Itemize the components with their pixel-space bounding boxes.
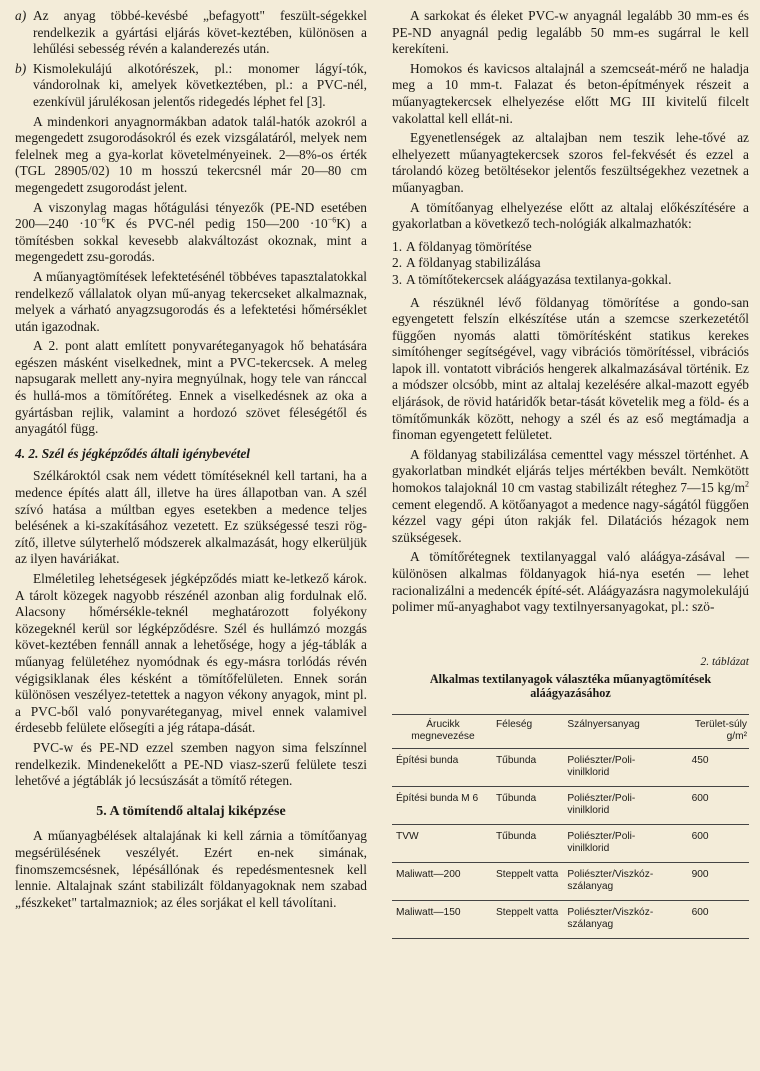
header-fiber: Szálnyersanyag (563, 715, 677, 749)
header-type: Féleség (492, 715, 563, 749)
table-number: 2. táblázat (700, 655, 749, 668)
list-text: Kismolekulájú alkotórészek, pl.: monomer lágyí-tók, vándorolnak ki, amelyek következtében, pl.: a PVC-nél, ezenkívül járulékosan jelentős ridegedés léphet fel [3]. (33, 60, 367, 109)
subsection-heading: 4. 2. Szél és jégképződés általi igénybevétel (15, 445, 251, 461)
table-title: Alkalmas textilanyagok választéka műanyagtömítések aláágyazásához (429, 672, 712, 701)
paragraph: Szélkároktól csak nem védett tömítéseknél kell tartani, ha a medence építés alatt áll, illetve ha üres állapotban van. A szél szívó hatása a múltban egyes esetekben a medence teljes belésének a ki-szakításához vezetett. Ez szükségessé teszi rög-zítő, illetve súlyterhelő módszerek alkalmazását, hogy elkerüljük az ilyen haváriákat. (15, 468, 367, 567)
list-label: a) (15, 8, 27, 23)
paragraph: A tömítőrétegnek textilanyaggal való aláágya-zásával — különösen alkalmas földanyagok hiá-nya esetén — lehet racionalizálni a medencék építé-sét. Aláágyazásra nagymolekulájú polimer mű-anyaghabot vagy textilnyersanyagokat, pl.: szö- (392, 549, 749, 615)
right-column (392, 8, 749, 939)
paragraph: A mindenkori anyagnormákban adatok talál-hatók azokról a megengedett zsugorodásokról és ezek vizsgálatáról, melyek nem felelnek meg a gya-korlat követelményeinek. 2—8%-os érték (TGL 28905/02) 10 m hosszú tekercsnél már 20—80 cm megengedett zsugorodást jelent. (15, 113, 367, 195)
paragraph-stabilization: A földanyag stabilizálása cementtel vagy mésszel történhet. A gyakorlatban mindkét eljárás teljes mértékben bevált. Nemkötött homokos talajoknál 10 cm vastag stabilizált réteghez 7—15 $kg/m^2$ cement elegendő. A kötőanyagot a medence nagy-ságától függően kézzel vagy gépi úton rakják fel. Dilatációs hézagok nem szükségesek. (392, 446, 749, 545)
paragraph: Egyenetlenségek az altalajban nem teszik lehe-tővé az elhelyezett műanyagtekercsek szoros fel-fekvését és ezzel a tárolandó közeg betöltésekor jelentős feszültségekhez vezetnek a műanyagban. (392, 130, 749, 195)
table-row: TVW Tűbunda Poliészter/Poli-vinilklorid 600 (392, 825, 749, 863)
paragraph: A tömítőanyag elhelyezése előtt az altalaj előkészítésére a gyakorlatban a következő tech-nológiák alkalmazhatók: (392, 199, 749, 232)
section-heading: 5. A tömítendő altalaj kiképzése (96, 803, 286, 819)
table-header-row (392, 715, 749, 749)
paragraph: A műanyagtömítések lefektetésénél többéves tapasztalatokkal rendelkező vállalatok olyan mű-anyag tekercseket alkalmaznak, melyek a várható anyagzsugorodás és a lefektetési hőmérséklet után igazodnak. (15, 268, 367, 334)
left-column (15, 8, 367, 914)
paragraph: A részüknél lévő földanyag tömörítése a gondo-san egyengetett felszín elkészítése után a szemcse szerkezetétől függően nyomás alatti tömörítésként statikus kerekes simítóhenger segítségével, vagy vibrációs tömörítéssel, vibrációs lapok ill. vontatott vibrációs hengerek alkalmazásával történik. Ez a módszer olcsóbb, mint az altalaj kezelésére alkal-mazott egyéb eljárások, de rövid határidők betar-tását követelik meg a föld- és a tömítőmunkák között, nehogy a szél és az eső megtámadja a finoman egyengetett felületet. (392, 294, 749, 443)
header-product: Árucikk megnevezése (392, 715, 492, 749)
textile-table (392, 714, 749, 939)
list-item-b (15, 61, 367, 111)
list-label: b) (15, 60, 27, 76)
paragraph: Homokos és kavicsos altalajnál a szemcseát-mérő ne haladja meg a 10 mm-t. Falazat és beton-építmények részeit a műanyagtekercsek elhelyezése előtt MG III kivitelű filcelt vakolattal kell ellát-ni. (392, 60, 749, 126)
paragraph: A sarkokat és éleket PVC-w anyagnál legalább 30 mm-es és PE-ND anyagnál pedig legalább 50 mm-es sugárral le kell kerekíteni. (392, 8, 749, 57)
paragraph: A műanyagbélések altalajának ki kell zárnia a tömítőanyag megsérülésének veszélyét. Ezért en-nek simának, finomszemcsésnek, lépésállónak és repedésmentesnek kell lennie. Altalajnak szánt stabilizált földanyagoknak nem szabad „fészkeket" tartalmazniok; az éles sorjákat el kell távolítani. (15, 828, 367, 910)
table-row: Építési bunda Tűbunda Poliészter/Poli-vinilklorid 450 (392, 749, 749, 787)
table-row: Maliwatt—150 Steppelt vatta Poliészter/Viszkóz-szálanyag 600 (392, 901, 749, 939)
header-weight: Terület-súly g/m² (678, 715, 749, 749)
list-item: 1. A földanyag tömörítése (392, 238, 532, 254)
paragraph: PVC-w és PE-ND ezzel szemben nagyon sima felszínnel rendelkezik. Mindenekelőtt a PE-ND viasz-szerű felülete teszi lehetővé a jégtáblák jó lecsúszását a tömítő rétegen. (15, 739, 367, 789)
paragraph: A 2. pont alatt említett ponyvaréteganyagok hő behatására egészen másként viselkednek, mint a PVC-tekercsek. A meleg napsugarak mellett any-nyira megnyúlnak, hogy tele van ránccal és hullá-mos a tömítőréteg. Ennek a viselkedésnek az oka a gyártásban rejlik, valamint a hordozó szövet féleségétől és anyagától függ. (15, 338, 367, 437)
table-row: Építési bunda M 6 Tűbunda Poliészter/Poli-vinilklorid 600 (392, 787, 749, 825)
list-item: 3. A tömítőtekercsek aláágyazása textilanya-gokkal. (392, 271, 672, 287)
numbered-list (392, 239, 749, 289)
paragraph: Elméletileg lehetségesek jégképződés miatt ke-letkező károk. A tárolt közegek nagyobb részénél azonban alig fordulnak elő. Alacsony hőmérsékle-teknél meghatározott folyékony közegeknél kerül sor légképződésre. Szél és hullámzó mozgás követ-keztében fennáll annak a lehetősége, hogy a jég-táblák a műanyag felületéhez nyomódnak és egy-másra torlódás révén végigsiklanak éles késként a tömítőfelületen. Ennek során különösen veszélyez-tetettek a nagyon vékony anyagok, mint pl. a PVC-ből való ponyvaréteganyag, mivel ennek valamivel érdesebb felülete elősegíti a jég rátapa-dását. (15, 571, 367, 736)
list-item: 2. A földanyag stabilizálása (392, 255, 541, 271)
table-row: Maliwatt—200 Steppelt vatta Poliészter/Viszkóz-szálanyag 900 (392, 863, 749, 901)
list-text: Az anyag többé-kevésbé „befagyott" feszült-ségekkel rendelkezik a gyártási eljárás követ-keztében, különösen a lehűlési sebesség révén a kalanderezés után. (33, 8, 367, 57)
list-item-a (15, 8, 367, 58)
paragraph-thermal: A viszonylag magas hőtágulási tényezők (PE-ND esetében 200—240 $\cdot 10^{-6}K$ és PVC-nél pedig 150—200 $\cdot 10^{-6}K$) a tömítésben sokkal kevesebb alakváltozást okoznak, mint a megengedett zsu-gorodás. (15, 199, 367, 265)
